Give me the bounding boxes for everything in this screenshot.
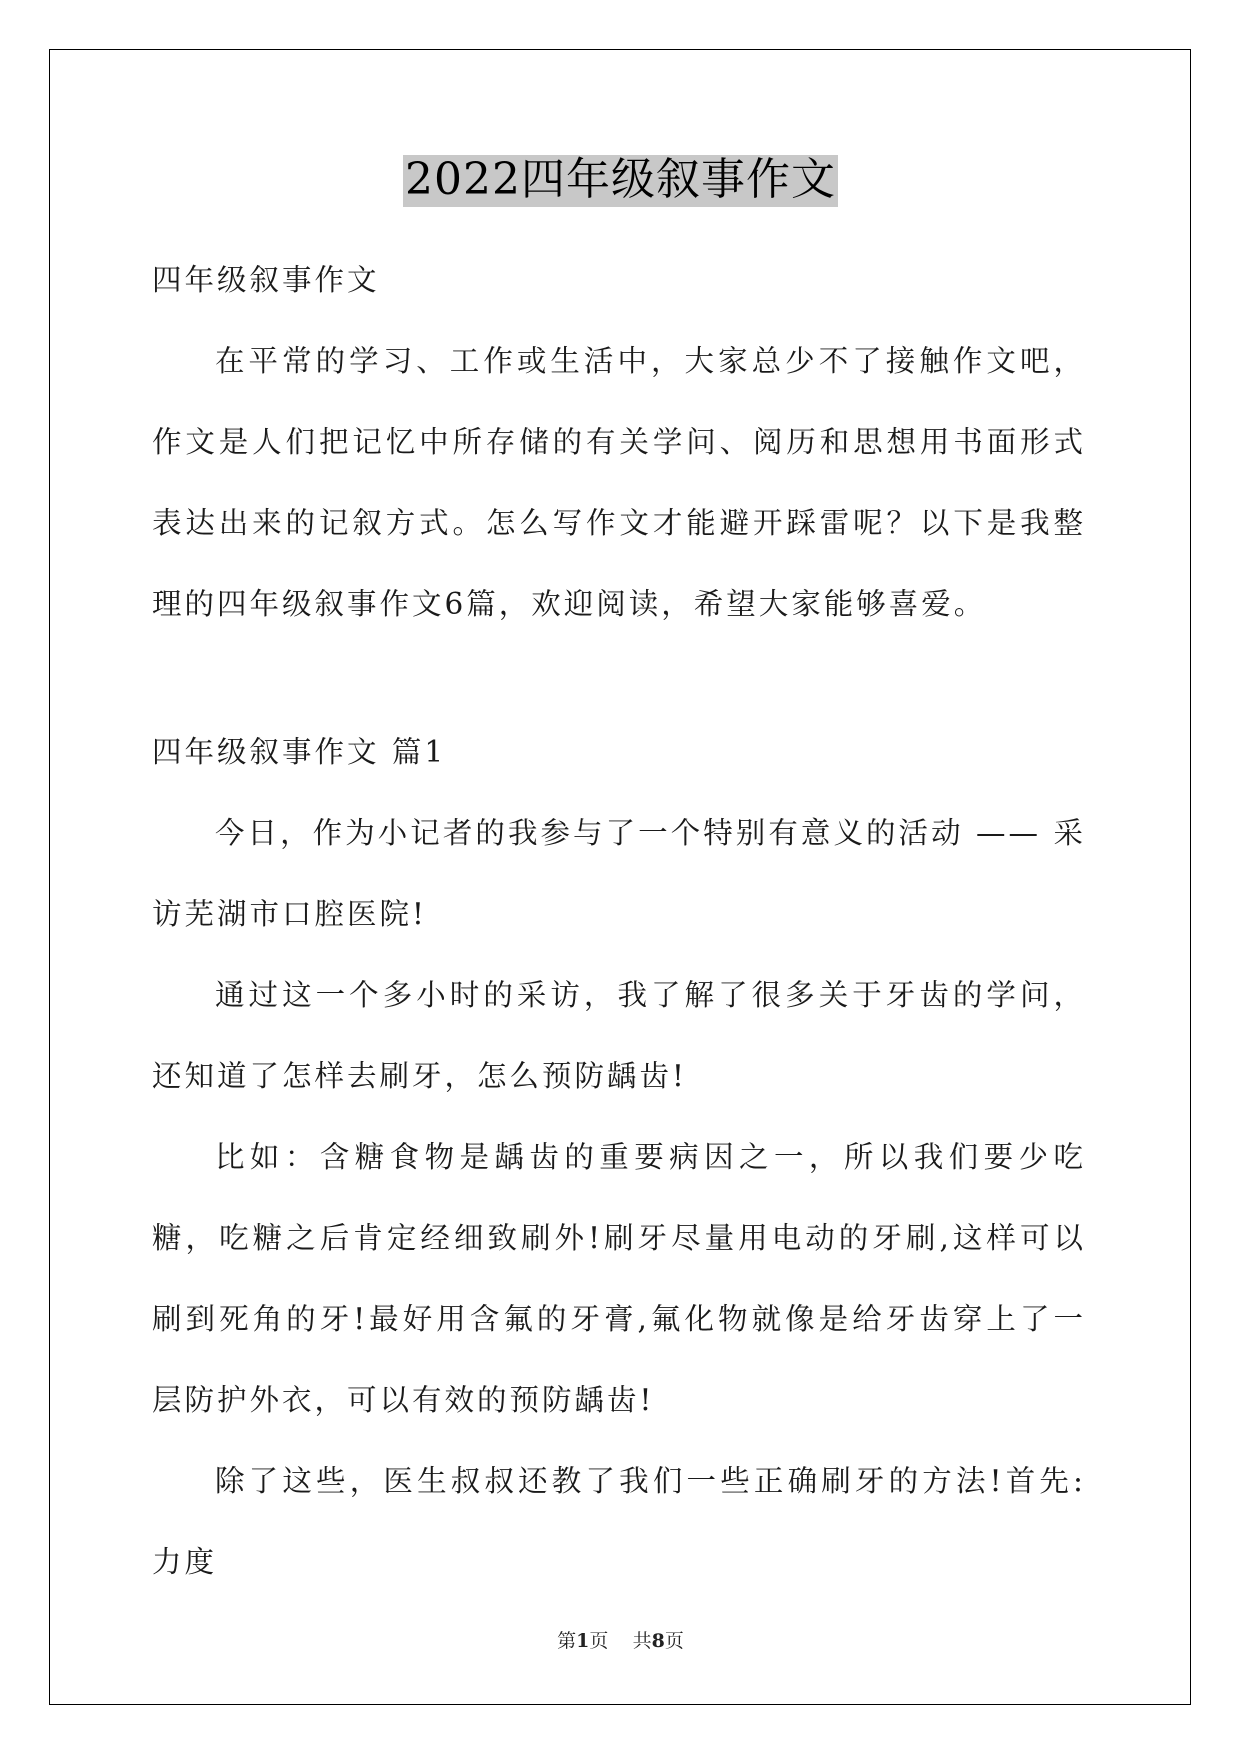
subtitle: 四年级叙事作文 (152, 263, 380, 297)
footer-suffix: 页 (664, 1630, 684, 1652)
body-paragraph-3: 比如：含糖食物是龋齿的重要病因之一，所以我们要少吃糖，吃糖之后肯定经细致刷外!刷牙尽量用电动的牙刷,这样可以刷到死角的牙!最好用含氟的牙膏,氟化物就像是给牙齿穿上了一层防护外衣，可以有效的预防龋齿! (152, 1140, 1086, 1417)
document-body (152, 240, 1086, 1603)
document-title-text: 2022四年级叙事作文 (405, 154, 836, 205)
body-paragraph-1: 今日，作为小记者的我参与了一个特别有意义的活动 —— 采访芜湖市口腔医院! (152, 816, 1086, 931)
intro-paragraph: 在平常的学习、工作或生活中，大家总少不了接触作文吧，作文是人们把记忆中所存储的有关学问、阅历和思想用书面形式表达出来的记叙方式。怎么写作文才能避开踩雷呢？以下是我整理的四年级叙事作文6篇，欢迎阅读，希望大家能够喜爱。 (152, 344, 1086, 621)
footer-page-current: 1 (576, 1630, 590, 1652)
section-heading: 四年级叙事作文 篇1 (152, 735, 447, 769)
body-paragraph-2: 通过这一个多小时的采访，我了解了很多关于牙齿的学问，还知道了怎样去刷牙，怎么预防龋齿! (152, 978, 1086, 1093)
footer-page-total: 8 (651, 1630, 665, 1652)
footer-prefix: 第 (557, 1630, 577, 1652)
body-paragraph-4: 除了这些，医生叔叔还教了我们一些正确刷牙的方法!首先:力度 (152, 1464, 1086, 1579)
footer-mid: 页 共 (589, 1630, 652, 1652)
page-footer (0, 1626, 1241, 1653)
document-title (0, 155, 1241, 207)
